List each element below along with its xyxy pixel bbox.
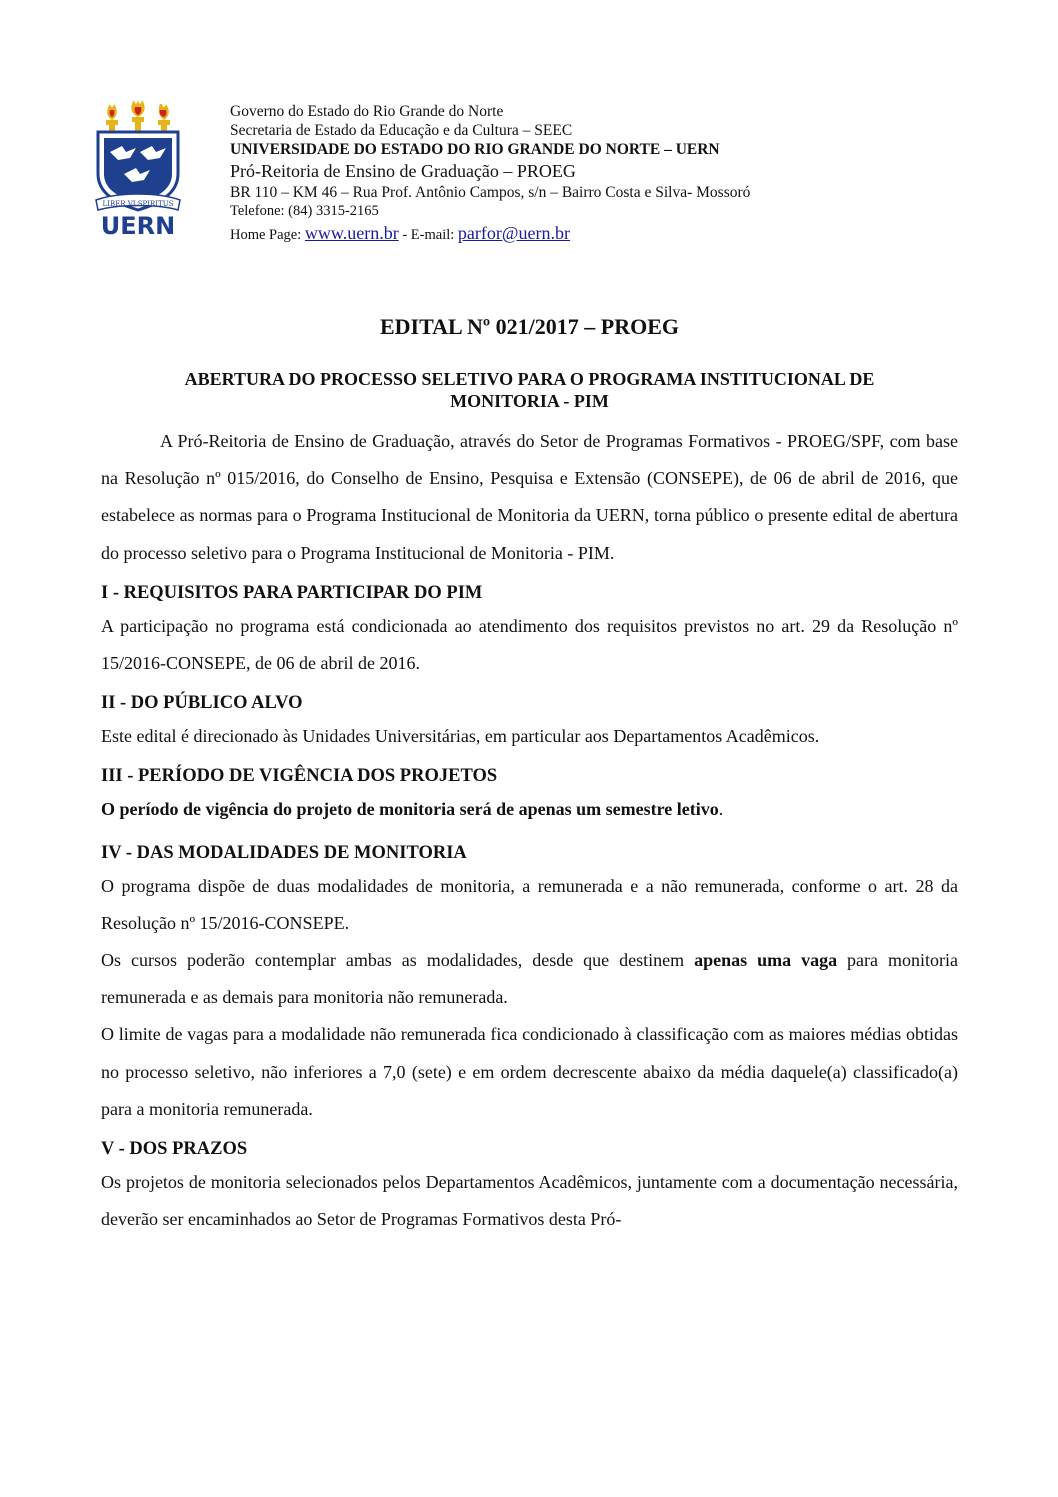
logo-motto: LIBER VI SPIRITUS xyxy=(102,200,174,208)
torch-icon xyxy=(131,100,144,133)
validity-period-bold-text: O período de vigência do projeto de monitoria será de apenas um semestre letivo xyxy=(101,799,719,820)
torch-icon xyxy=(158,104,170,133)
uern-logo xyxy=(88,96,188,238)
section-text-deadlines: Os projetos de monitoria selecionados pelos Departamentos Acadêmicos, juntamente com a documentação necessária, deverão ser encaminhados ao Setor de Programas Formativos desta Pró- xyxy=(101,1172,958,1230)
section-text-modalities-p1: O programa dispõe de duas modalidades de monitoria, a remunerada e a não remunerada, conforme o art. 28 da Resolução nº 15/2016-CONSEPE. xyxy=(101,875,958,933)
intro-paragraph: A Pró-Reitoria de Ensino de Graduação, através do Setor de Programas Formativos - PROEG/SPF, com base na Resolução nº 015/2016, do Conselho de Ensino, Pesquisa e Extensão (CONSEPE), de 06 de abril de 2016, que estabelece as normas para o Programa Institucional de Monitoria da UERN, torna público o presente edital de abertura do processo seletivo para o Programa Institucional de Monitoria - PIM. xyxy=(101,431,958,563)
document-subtitle xyxy=(101,368,958,412)
section-heading-modalities: IV - DAS MODALIDADES DE MONITORIA xyxy=(101,842,467,863)
section-text-validity-period xyxy=(101,791,958,828)
header-contact-line xyxy=(230,221,1010,247)
email-label: - E-mail: xyxy=(402,227,455,243)
header-address-line: BR 110 – KM 46 – Rua Prof. Antônio Campos, s/n – Bairro Costa e Silva- Mossoró xyxy=(230,184,751,201)
institution-header xyxy=(230,102,1010,247)
document-title: EDITAL Nº 021/2017 – PROEG xyxy=(380,314,679,339)
section-heading-validity-period: III - PERÍODO DE VIGÊNCIA DOS PROJETOS xyxy=(101,766,498,787)
document-subtitle-line2: MONITORIA - PIM xyxy=(450,391,609,411)
section-heading-target-audience: II - DO PÚBLICO ALVO xyxy=(101,693,303,714)
header-secretary-line: Secretaria de Estado da Educação e da Cultura – SEEC xyxy=(230,122,573,139)
section-text-requirements: A participação no programa está condicionada ao atendimento dos requisitos previstos no art. 29 da Resolução nº 15/2016-CONSEPE, de 06 de abril de 2016. xyxy=(101,615,958,674)
logo-acronym: UERN xyxy=(100,212,176,238)
header-phone-line: Telefone: (84) 3315-2165 xyxy=(230,203,379,219)
homepage-label: Home Page: xyxy=(230,227,302,243)
section-text-modalities-p2 xyxy=(101,942,958,1016)
section-heading-deadlines: V - DOS PRAZOS xyxy=(101,1139,248,1160)
header-proeg-line: Pró-Reitoria de Ensino de Graduação – PROEG xyxy=(230,161,576,181)
document-subtitle-line1: ABERTURA DO PROCESSO SELETIVO PARA O PROGRAMA INSTITUCIONAL DE xyxy=(184,369,875,389)
section-text-target-audience: Este edital é direcionado às Unidades Universitárias, em particular aos Departamentos Acadêmicos. xyxy=(101,726,820,747)
section-heading-requirements: I - REQUISITOS PARA PARTICIPAR DO PIM xyxy=(101,582,483,603)
modalities-p2-bold: apenas uma vaga xyxy=(694,950,838,971)
modalities-p2-start: Os cursos poderão contemplar ambas as modalidades, desde que destinem xyxy=(101,950,695,971)
homepage-link[interactable]: www.uern.br xyxy=(304,223,399,243)
header-university-line: UNIVERSIDADE DO ESTADO DO RIO GRANDE DO NORTE – UERN xyxy=(230,141,720,158)
validity-period-end: . xyxy=(718,799,724,820)
modalities-p2-end: para monitoria remunerada e as demais para monitoria não remunerada. xyxy=(101,950,958,1008)
section-text-modalities-p3: O limite de vagas para a modalidade não remunerada fica condicionado à classificação com as maiores médias obtidas no processo seletivo, não inferiores a 7,0 (sete) e em ordem decrescente abaixo da média daquele(a) classificado(a) para a monitoria remunerada. xyxy=(101,1024,958,1119)
torch-icon xyxy=(106,104,118,133)
header-government-line: Governo do Estado do Rio Grande do Norte xyxy=(230,103,504,120)
document-body xyxy=(101,312,958,1238)
uern-coat-of-arms-icon xyxy=(88,96,188,238)
email-link[interactable]: parfor@uern.br xyxy=(457,223,570,243)
